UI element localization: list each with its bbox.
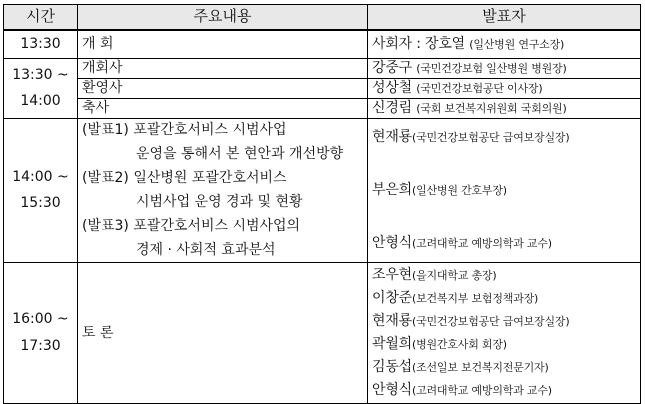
- speaker-cell: [368, 262, 641, 403]
- table-header-row: [4, 5, 641, 31]
- speaker-cell: [368, 78, 641, 98]
- speaker-affiliation: (국민건강보험공단 급여보장실장): [411, 131, 570, 145]
- table-row: [4, 262, 641, 403]
- content-cell: 개회사: [78, 58, 368, 78]
- speaker-name: 신경림: [372, 100, 412, 117]
- speaker-name: 김동섭: [372, 358, 412, 375]
- speaker-cell: [368, 98, 641, 118]
- time-cell: [4, 262, 78, 403]
- speaker-name: 현재룡: [372, 129, 412, 146]
- panelist: [372, 264, 636, 287]
- panelist: [372, 310, 636, 333]
- header-speaker: 발표자: [368, 5, 641, 31]
- speaker-affiliation: (국회 보건복지위원회 국회의원): [416, 102, 567, 116]
- speaker-name: 조우현: [372, 266, 412, 283]
- speaker-name: 이창준: [372, 289, 412, 306]
- speaker-affiliation: (병원간호사회 회장): [411, 337, 507, 351]
- table-row: [4, 30, 641, 58]
- presentation-1-title: (발표1) 포괄간호서비스 시범사업: [82, 121, 287, 138]
- presentation-2-title: (발표2) 일산병원 포괄간호서비스: [82, 169, 287, 186]
- header-time: 시간: [4, 5, 78, 31]
- time-start: 14:00 ~: [12, 168, 69, 185]
- table-row: [4, 58, 641, 78]
- speaker-affiliation: (보건복지부 보험정책과장): [411, 291, 539, 305]
- time-text: 13:30: [20, 36, 61, 52]
- content-cell: 환영사: [78, 78, 368, 98]
- presenter-1: [372, 129, 636, 145]
- speaker-affiliation: (일산병원 간호부장): [411, 184, 507, 198]
- panelist-list: [372, 264, 636, 402]
- time-cell: [4, 58, 78, 118]
- presentation-1-subtitle: 운영을 통해서 본 현안과 개선방향: [136, 145, 344, 162]
- speaker-affiliation: (고려대학교 예방의학과 교수): [411, 383, 552, 397]
- content-cell: [78, 118, 368, 262]
- program-schedule-table: [3, 4, 641, 404]
- speaker-affiliation: (고려대학교 예방의학과 교수): [411, 237, 552, 250]
- time-start: 13:30 ~: [12, 66, 69, 83]
- time-cell: [4, 118, 78, 262]
- speaker-affiliation: (국민건강보험공단 이사장): [416, 82, 543, 96]
- speaker-name: 사회자 : 장호열: [372, 36, 465, 53]
- content-cell: 축사: [78, 98, 368, 118]
- presenter-list: [372, 123, 636, 257]
- time-end: 14:00: [20, 93, 61, 110]
- presentation-3-title: (발표3) 포괄간호서비스 시범사업의: [82, 217, 301, 234]
- speaker-name: 곽월희: [372, 335, 412, 352]
- presenter-3: [372, 235, 636, 251]
- speaker-affiliation: (일산병원 연구소장): [469, 38, 565, 52]
- speaker-cell: [368, 30, 641, 58]
- speaker-affiliation: (국민건강보험공단 급여보장실장): [411, 314, 570, 328]
- table-row: [4, 78, 641, 98]
- speaker-name: 성상철: [372, 80, 412, 97]
- panelist: [372, 379, 636, 402]
- speaker-name: 현재룡: [372, 312, 412, 329]
- panelist: [372, 356, 636, 379]
- speaker-cell: [368, 118, 641, 262]
- header-content: 주요내용: [78, 5, 368, 31]
- speaker-affiliation: (조선일보 보건복지전문기자): [411, 360, 549, 374]
- speaker-affiliation: (을지대학교 총장): [411, 268, 497, 282]
- speaker-name: 부은희: [372, 182, 412, 199]
- presentation-list: [82, 119, 363, 262]
- speaker-name: 안형식: [372, 235, 412, 251]
- presentation-2-subtitle: 시범사업 운영 경과 및 현황: [136, 193, 303, 210]
- speaker-affiliation: (국민건강보험 일산병원 병원장): [416, 62, 567, 76]
- table-row: [4, 98, 641, 118]
- speaker-name: 강중구: [372, 60, 412, 77]
- content-cell: 토 론: [78, 262, 368, 403]
- time-end: 15:30: [20, 195, 61, 212]
- panelist: [372, 333, 636, 356]
- speaker-cell: [368, 58, 641, 78]
- time-end: 17:30: [20, 337, 61, 354]
- speaker-name: 안형식: [372, 381, 412, 398]
- time-start: 16:00 ~: [12, 311, 69, 327]
- content-cell: 개 회: [78, 30, 368, 58]
- presentation-3-subtitle: 경제 · 사회적 효과분석: [136, 241, 276, 258]
- table-row: [4, 118, 641, 262]
- presenter-2: [372, 182, 636, 198]
- panelist: [372, 287, 636, 310]
- time-cell: [4, 30, 78, 58]
